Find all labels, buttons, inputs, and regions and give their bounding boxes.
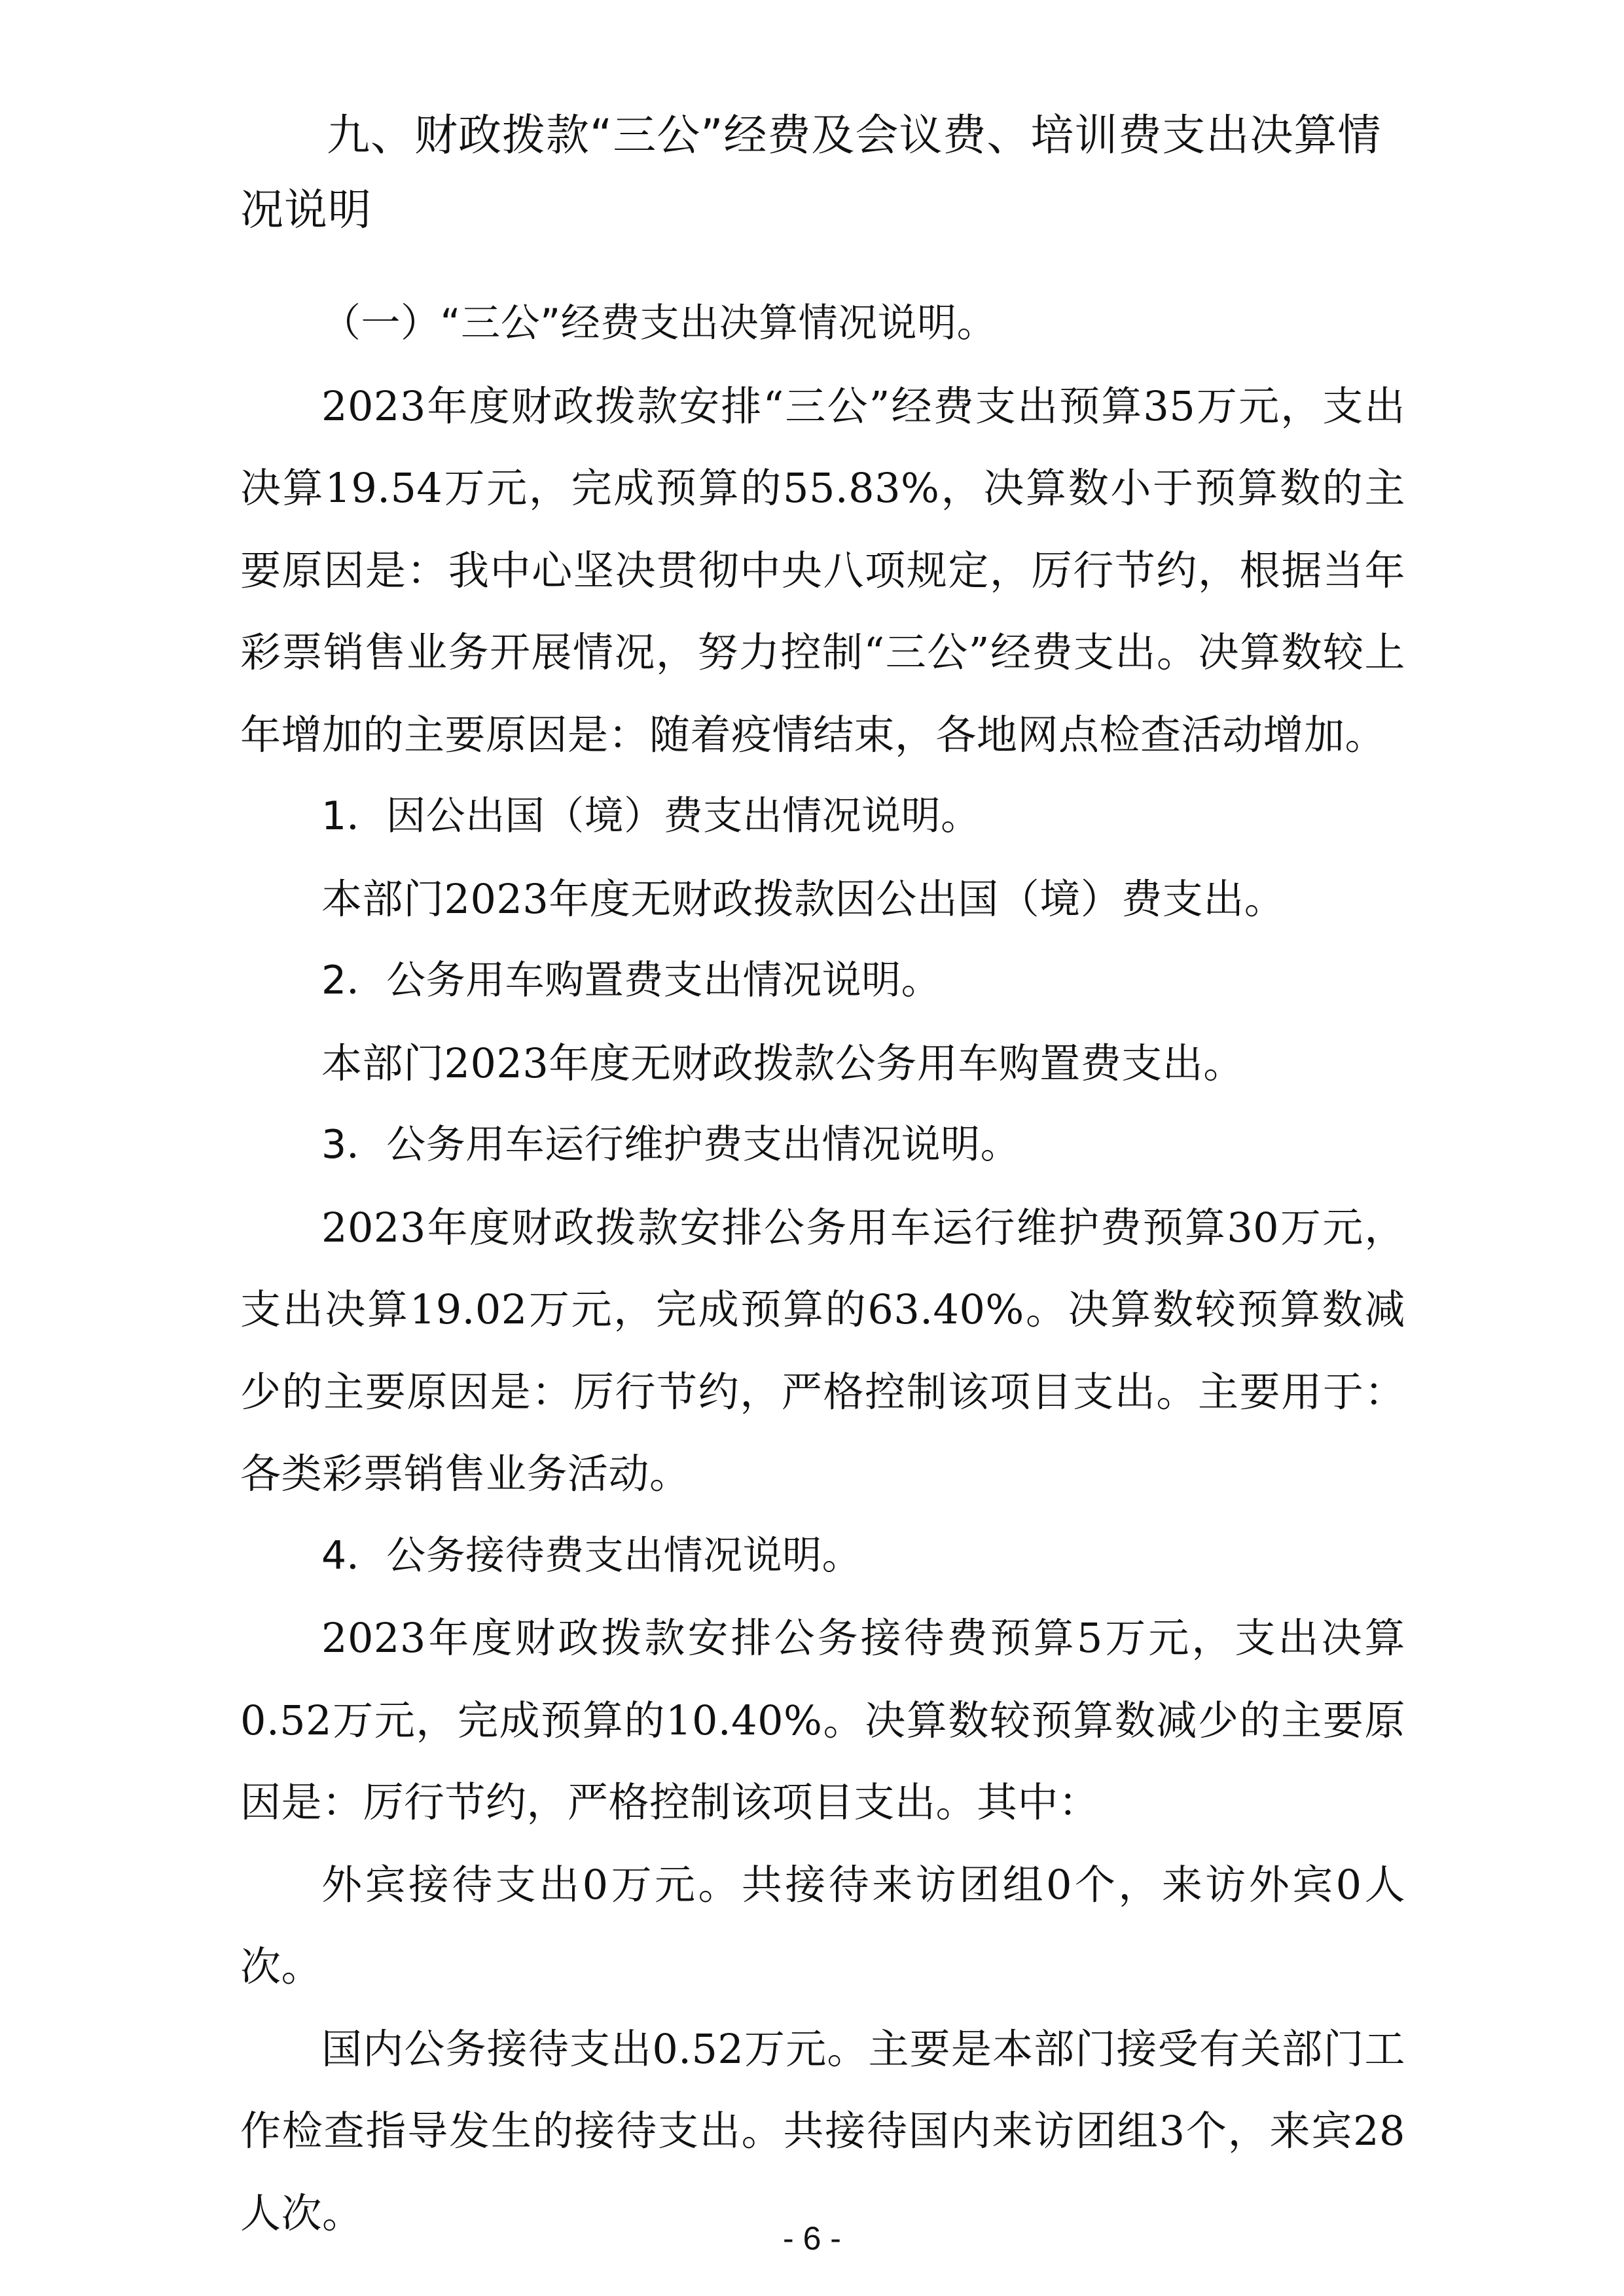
paragraph-vehicle-operation: 2023年度财政拨款安排公务用车运行维护费预算30万元，支出决算19.02万元，完成预算的63.40%。决算数较预算数减少的主要原因是：厉行节约，严格控制该项目支出。主要用于：各类彩票销售业务活动。	[240, 1203, 1405, 1498]
paragraph-sangong-summary: 2023年度财政拨款安排“三公”经费支出预算35万元，支出决算19.54万元，完成预算的55.83%，决算数小于预算数的主要原因是：我中心坚决贯彻中央八项规定，厉行节约，根据当年彩票销售业务开展情况，努力控制“三公”经费支出。决算数较上年增加的主要原因是：随着疫情结束，各地网点检查活动增加。	[240, 382, 1405, 759]
section-heading: 九、财政拨款“三公”经费及会议费、培训费支出决算情况说明	[240, 110, 1382, 235]
paragraph-vehicle-purchase: 本部门2023年度无财政拨款公务用车购置费支出。	[321, 1039, 1244, 1087]
item-heading-reception: 4．公务接待费支出情况说明。	[321, 1532, 862, 1579]
item-heading-overseas: 1．因公出国（境）费支出情况说明。	[321, 793, 981, 839]
item-heading-vehicle-purchase: 2．公务用车购置费支出情况说明。	[321, 958, 941, 1003]
subsection-heading-sangong: （一）“三公”经费支出决算情况说明。	[321, 300, 997, 346]
paragraph-domestic-reception: 国内公务接待支出0.52万元。主要是本部门接受有关部门工作检查指导发生的接待支出。共接待国内来访团组3个，来宾28人次。	[240, 2024, 1405, 2237]
paragraph-foreign-reception: 外宾接待支出0万元。共接待来访团组0个，来访外宾0人次。	[240, 1860, 1405, 1990]
item-heading-vehicle-operation: 3．公务用车运行维护费支出情况说明。	[321, 1122, 1020, 1168]
paragraph-reception: 2023年度财政拨款安排公务接待费预算5万元，支出决算0.52万元，完成预算的10.40%。决算数较预算数减少的主要原因是：厉行节约，严格控制该项目支出。其中：	[240, 1614, 1405, 1826]
page-number: - 6 -	[783, 2220, 841, 2257]
paragraph-overseas: 本部门2023年度无财政拨款因公出国（境）费支出。	[321, 874, 1286, 923]
document-body	[240, 283, 1405, 2254]
